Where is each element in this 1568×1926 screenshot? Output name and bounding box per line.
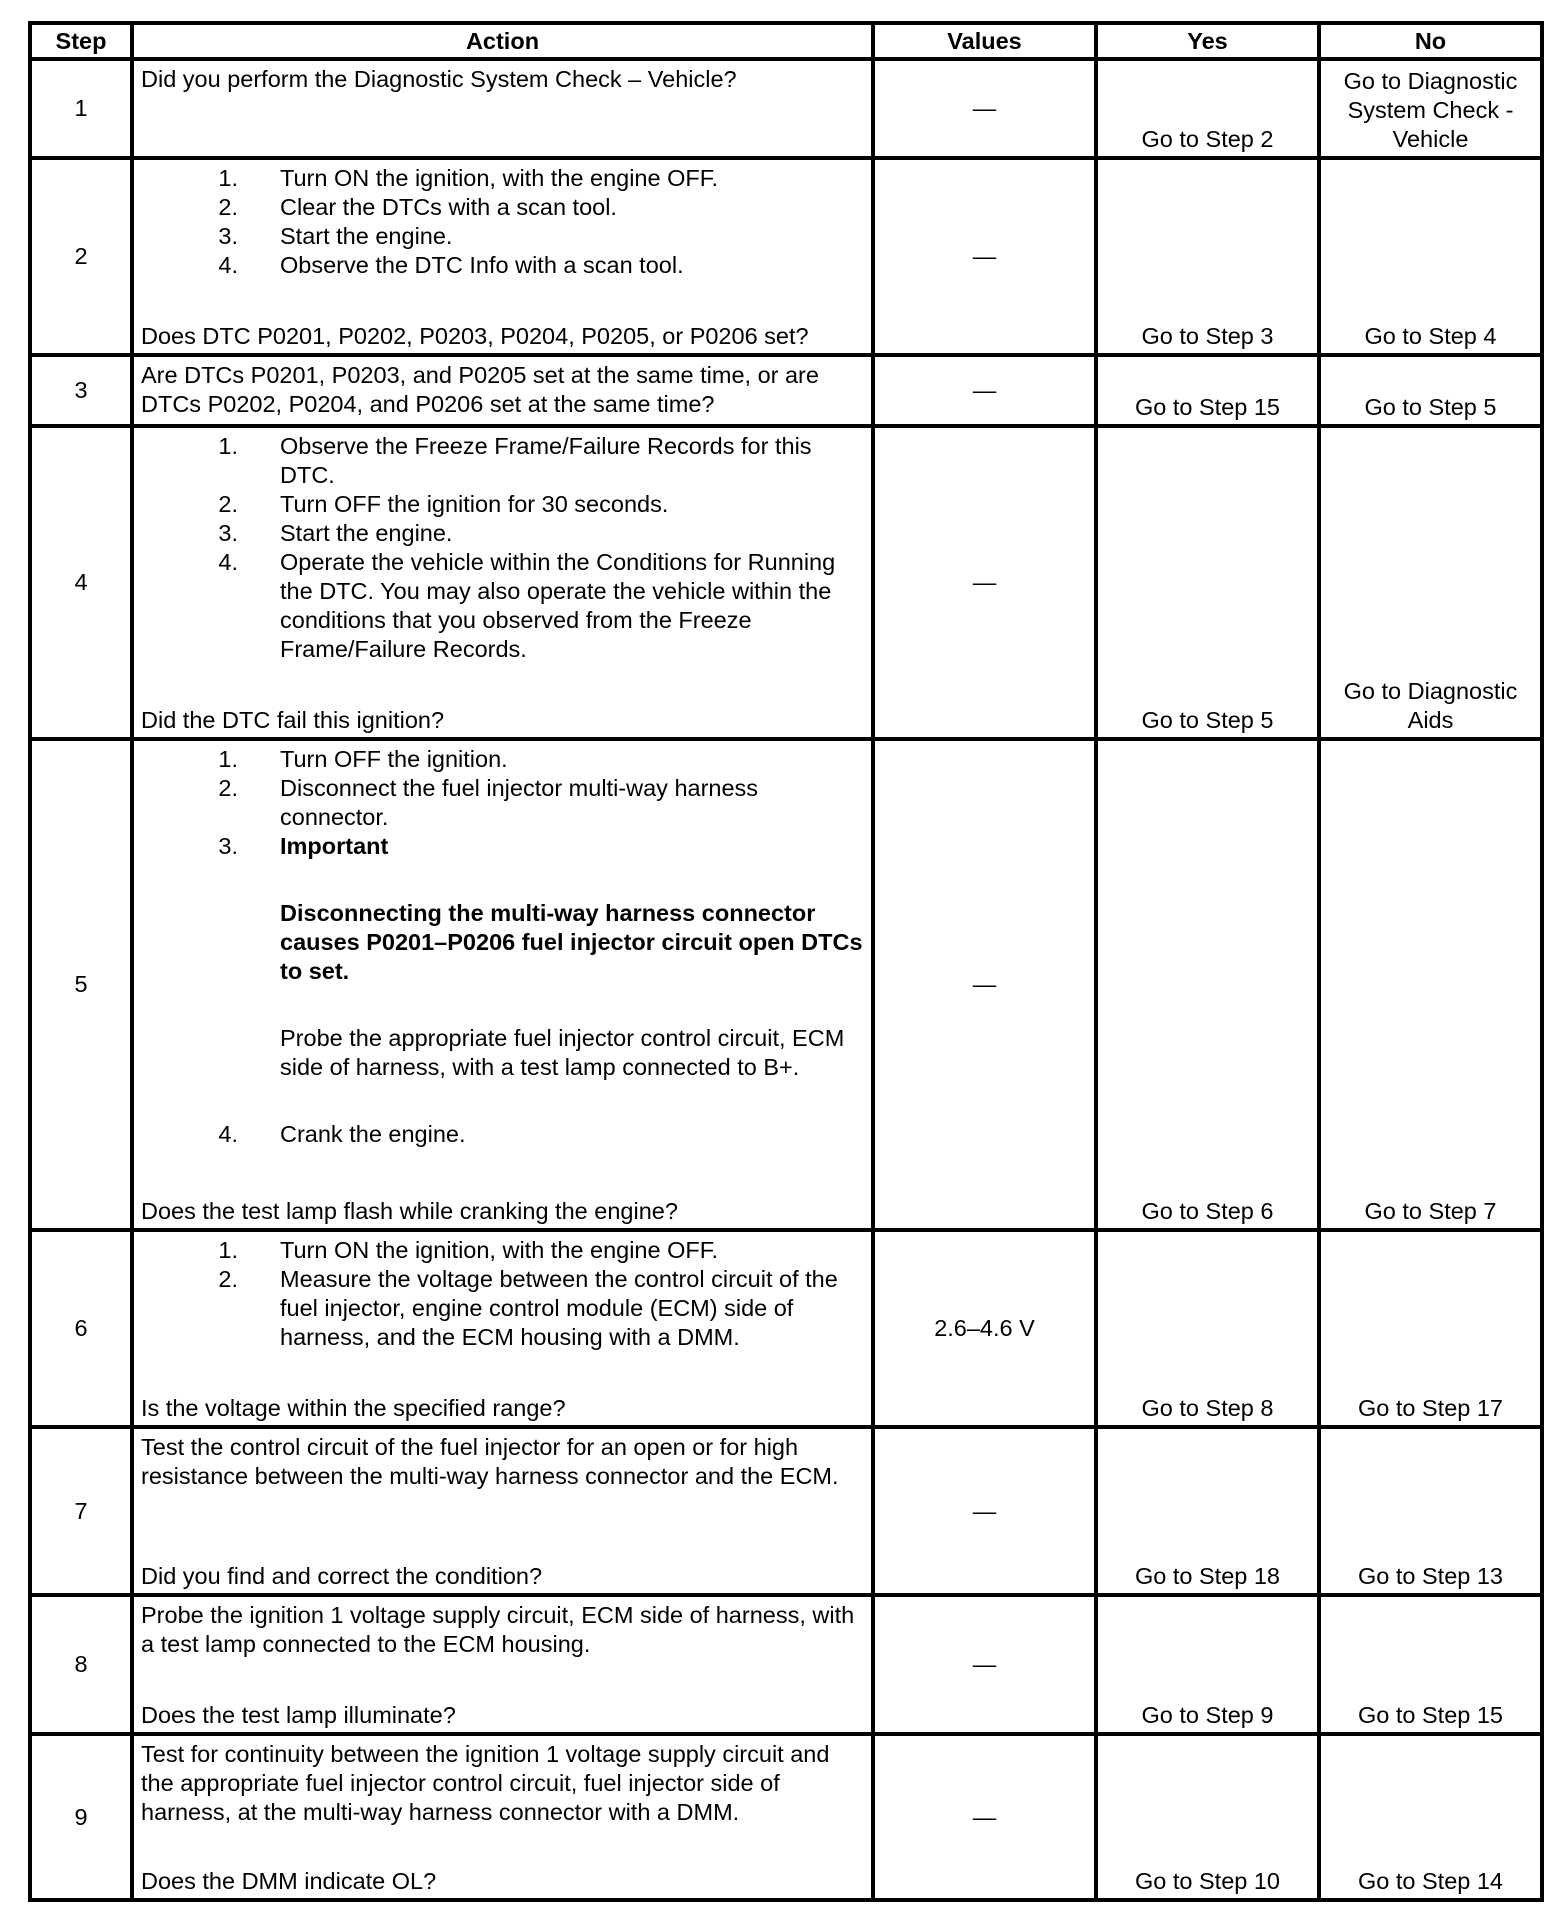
header-no: No (1319, 23, 1542, 59)
values-cell: — (873, 1734, 1096, 1900)
step-number: 4 (30, 426, 132, 739)
list-item: 2. Measure the voltage between the control circuit of the fuel injector, engine control module (ECM) side of harness, and the ECM housing with a DMM. (218, 1266, 838, 1350)
list-item: 3. Start the engine. (218, 223, 453, 249)
list-item: 1. Turn OFF the ignition. (218, 746, 508, 772)
question-text: Does the test lamp illuminate? (141, 1702, 456, 1728)
values-cell: — (873, 59, 1096, 158)
question-text: Does the test lamp flash while cranking the engine? (141, 1198, 678, 1224)
step-number: 2 (30, 158, 132, 355)
procedure-list (141, 745, 865, 1149)
header-step: Step (30, 23, 132, 59)
values-cell: 2.6–4.6 V (873, 1230, 1096, 1427)
action-cell (132, 426, 873, 739)
question-text: Did the DTC fail this ignition? (141, 707, 445, 733)
values-cell: — (873, 1595, 1096, 1734)
table-row (30, 426, 1542, 739)
yes-cell: Go to Step 15 (1096, 355, 1319, 426)
values-cell: — (873, 426, 1096, 739)
step-number: 9 (30, 1734, 132, 1900)
yes-cell: Go to Step 5 (1096, 426, 1319, 739)
action-text: Test the control circuit of the fuel injector for an open or for high resistance between the multi-way harness connector and the ECM. (141, 1434, 839, 1489)
list-item: 3. Start the engine. (218, 520, 453, 546)
values-cell: — (873, 158, 1096, 355)
list-item (141, 899, 865, 986)
yes-cell: Go to Step 8 (1096, 1230, 1319, 1427)
yes-cell: Go to Step 3 (1096, 158, 1319, 355)
table-row (30, 355, 1542, 426)
yes-cell: Go to Step 18 (1096, 1427, 1319, 1595)
yes-cell: Go to Step 6 (1096, 739, 1319, 1230)
action-cell (132, 355, 873, 426)
list-item: 4. Observe the DTC Info with a scan tool. (218, 252, 684, 278)
step-number: 8 (30, 1595, 132, 1734)
no-cell: Go to Step 4 (1319, 158, 1542, 355)
action-cell (132, 1230, 873, 1427)
no-cell: Go to Step 15 (1319, 1595, 1542, 1734)
question-text: Is the voltage within the specified range? (141, 1395, 566, 1421)
question-text: Did you find and correct the condition? (141, 1563, 543, 1589)
procedure-list (141, 164, 865, 280)
action-text: Did you perform the Diagnostic System Check – Vehicle? (141, 66, 737, 92)
header-row (30, 23, 1542, 59)
table-row (30, 1230, 1542, 1427)
no-cell: Go to Diagnostic System Check - Vehicle (1319, 59, 1542, 158)
step-number: 3 (30, 355, 132, 426)
list-item: 1. Turn ON the ignition, with the engine OFF. (218, 1237, 719, 1263)
no-cell: Go to Step 5 (1319, 355, 1542, 426)
list-item: 4. Crank the engine. (218, 1121, 466, 1147)
values-cell: — (873, 355, 1096, 426)
header-values: Values (873, 23, 1096, 59)
important-label: Important (280, 833, 389, 859)
table-row (30, 1427, 1542, 1595)
yes-cell: Go to Step 9 (1096, 1595, 1319, 1734)
step-number: 7 (30, 1427, 132, 1595)
list-item: Probe the appropriate fuel injector control circuit, ECM side of harness, with a test lamp connected to B+. (280, 1025, 845, 1080)
action-cell (132, 1734, 873, 1900)
no-cell: Go to Step 14 (1319, 1734, 1542, 1900)
table-row (30, 1734, 1542, 1900)
procedure-list (141, 1236, 865, 1352)
list-item: 3. Important (141, 832, 865, 861)
step-number: 5 (30, 739, 132, 1230)
yes-cell: Go to Step 10 (1096, 1734, 1319, 1900)
values-cell: — (873, 1427, 1096, 1595)
list-item: 2. Clear the DTCs with a scan tool. (218, 194, 617, 220)
action-cell (132, 739, 873, 1230)
table-row (30, 1595, 1542, 1734)
action-cell (132, 158, 873, 355)
question-text: Does the DMM indicate OL? (141, 1868, 437, 1894)
step-number: 1 (30, 59, 132, 158)
action-text: Test for continuity between the ignition 1 voltage supply circuit and the appropriate fuel injector control circuit, fuel injector side of harness, at the multi-way harness connector with a DMM. (141, 1741, 830, 1825)
list-item: 1. Turn ON the ignition, with the engine OFF. (218, 165, 719, 191)
diagnostic-table (28, 21, 1544, 1902)
no-cell: Go to Step 17 (1319, 1230, 1542, 1427)
table-row (30, 158, 1542, 355)
list-item: 2. Turn OFF the ignition for 30 seconds. (218, 491, 669, 517)
table-row (30, 59, 1542, 158)
important-note: Disconnecting the multi-way harness connector causes P0201–P0206 fuel injector circuit open DTCs to set. (280, 900, 863, 984)
no-cell: Go to Step 13 (1319, 1427, 1542, 1595)
yes-cell: Go to Step 2 (1096, 59, 1319, 158)
header-yes: Yes (1096, 23, 1319, 59)
action-text: Probe the ignition 1 voltage supply circuit, ECM side of harness, with a test lamp connected to the ECM housing. (141, 1602, 855, 1657)
table-row (30, 739, 1542, 1230)
step-number: 6 (30, 1230, 132, 1427)
list-item: 4. Operate the vehicle within the Conditions for Running the DTC. You may also operate the vehicle within the conditions that you observed from the Freeze Frame/Failure Records. (218, 549, 836, 662)
values-cell: — (873, 739, 1096, 1230)
action-cell (132, 1595, 873, 1734)
no-cell: Go to Diagnostic Aids (1319, 426, 1542, 739)
list-item: 2. Disconnect the fuel injector multi-way harness connector. (218, 775, 759, 830)
question-text: Does DTC P0201, P0202, P0203, P0204, P0205, or P0206 set? (141, 323, 809, 349)
action-cell (132, 59, 873, 158)
header-action: Action (132, 23, 873, 59)
list-item: 1. Observe the Freeze Frame/Failure Records for this DTC. (218, 433, 812, 488)
procedure-list (141, 432, 865, 664)
no-cell: Go to Step 7 (1319, 739, 1542, 1230)
diagnostic-table-container (28, 21, 1540, 1902)
action-cell (132, 1427, 873, 1595)
action-text: Are DTCs P0201, P0203, and P0205 set at the same time, or are DTCs P0202, P0204, and P0206 set at the same time? (141, 362, 819, 417)
